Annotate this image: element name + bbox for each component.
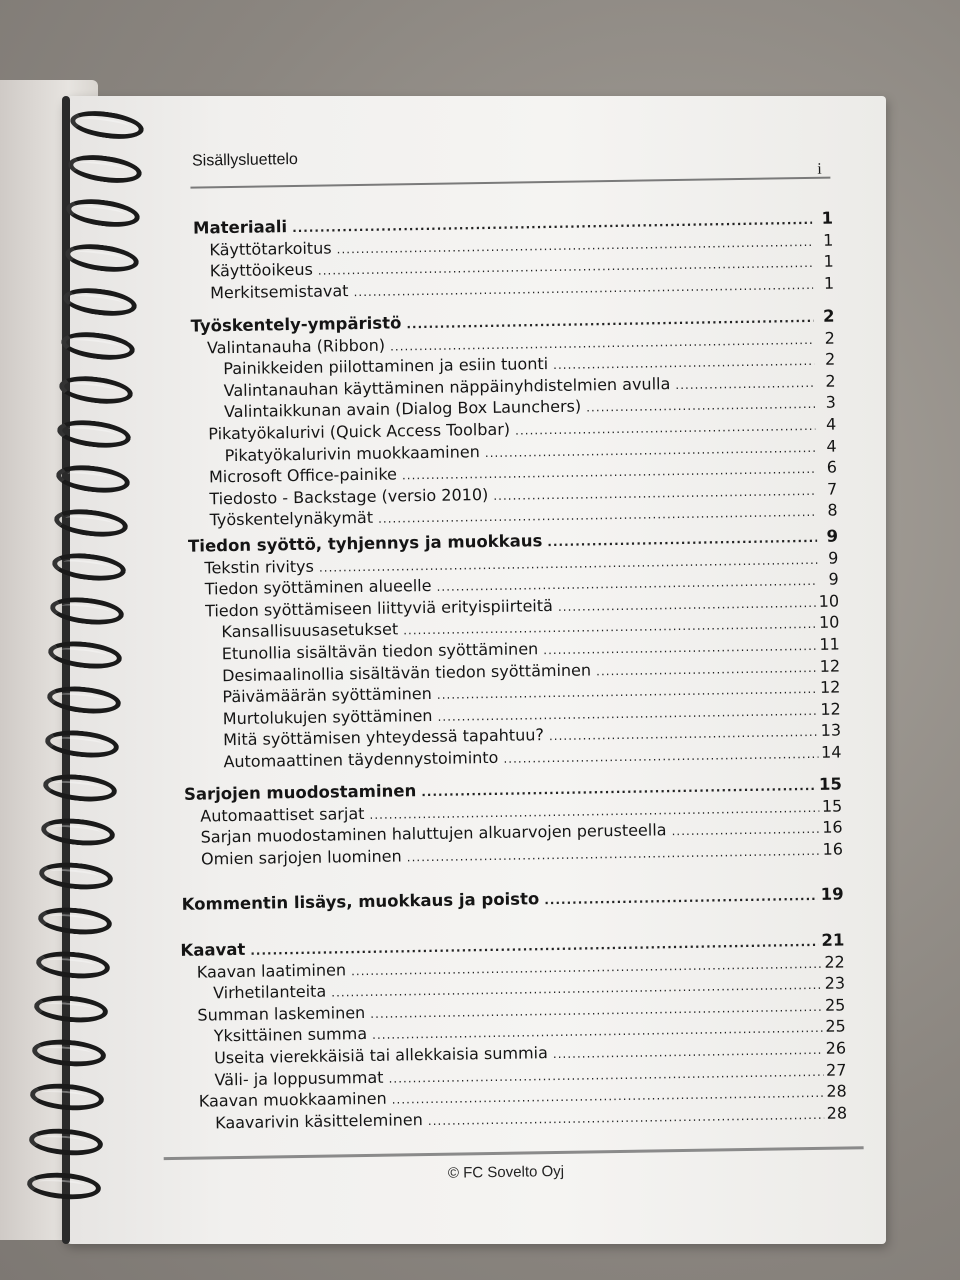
toc-entry-title: Työskentely-ympäristö xyxy=(190,313,402,336)
toc-dot-leader xyxy=(428,1105,824,1131)
toc-entry-title: Kaavan muokkaaminen xyxy=(198,1088,387,1111)
toc-page-number: 19 xyxy=(820,884,844,904)
toc-entry-title: Virhetilanteita xyxy=(212,981,327,1003)
binding-ring xyxy=(38,860,114,893)
binding-ring xyxy=(44,727,120,760)
toc-entry-title: Käyttötarkoitus xyxy=(209,238,332,259)
toc-entry-title: Desimaalinollia sisältävän tiedon syöttäminen xyxy=(221,660,592,685)
toc-page-number: 14 xyxy=(820,742,842,762)
toc-page-number: 23 xyxy=(824,973,846,993)
toc-entry-title: Murtolukujen syöttäminen xyxy=(222,705,433,728)
toc-entry-title: Kaavarivin käsitteleminen xyxy=(215,1109,423,1133)
binding-ring xyxy=(31,1037,107,1069)
toc-page-number: 28 xyxy=(826,1081,847,1101)
toc-page-number: 10 xyxy=(818,612,840,633)
binding-ring xyxy=(45,683,121,717)
toc-entry-title: Etunollia sisältävän tiedon syöttäminen xyxy=(221,639,539,664)
header-divider xyxy=(190,177,830,189)
toc-page-number: 21 xyxy=(821,930,845,950)
toc-entry-title: Tekstin rivitys xyxy=(204,556,315,578)
binding-ring xyxy=(37,904,113,937)
toc-page-number: 4 xyxy=(825,414,837,434)
toc-page-number: 28 xyxy=(826,1103,848,1123)
toc-entry-title: Kansallisuusasetukset xyxy=(221,619,399,642)
binding-ring xyxy=(40,816,116,849)
toc-entry-title: Kaavat xyxy=(180,939,246,960)
toc-page-number: 8 xyxy=(827,500,838,521)
toc-entry-title: Pikatyökalurivi (Quick Access Toolbar) xyxy=(208,419,511,444)
toc-page-number: 27 xyxy=(825,1060,847,1080)
toc-page-number: 2 xyxy=(824,328,836,348)
toc-dot-leader xyxy=(671,819,819,841)
binding-ring xyxy=(29,1081,105,1113)
toc-page-number: 22 xyxy=(824,952,845,972)
toc-entry-title: Sarjojen muodostaminen xyxy=(183,781,417,804)
binding-ring xyxy=(33,993,109,1025)
toc-entry-title: Valintaikkunan avain (Dialog Box Launchers) xyxy=(223,396,582,422)
toc-dot-leader xyxy=(675,373,815,395)
toc-entry-title: Päivämäärän syöttäminen xyxy=(222,684,432,707)
toc-entry-title: Tiedosto - Backstage (versio 2010) xyxy=(209,484,489,509)
toc-page-number: 12 xyxy=(819,656,841,676)
toc-entry-title: Valintanauhan käyttäminen näppäinyhdistelmien avulla xyxy=(223,373,671,400)
toc-page-number: 11 xyxy=(819,634,840,654)
toc-entry-title: Työskentelynäkymät xyxy=(209,508,374,530)
toc-page-number: 9 xyxy=(828,569,839,589)
page-content xyxy=(112,124,869,1205)
toc-section-heading[interactable] xyxy=(182,884,844,915)
footer-copyright: © FC Sovelto Oyj xyxy=(447,1162,565,1182)
toc-page-number: 25 xyxy=(824,995,846,1015)
toc-page-number: 2 xyxy=(825,371,836,391)
toc-entry-title: Pikatyökalurivin muokkaaminen xyxy=(224,441,480,465)
toc-entry-title: Yksittäinen summa xyxy=(213,1024,368,1046)
toc-entry-title: Sarjan muodostaminen haluttujen alkuarvojen perusteella xyxy=(200,820,667,847)
toc-page-number: 6 xyxy=(826,457,838,477)
toc-page-number: 26 xyxy=(825,1038,847,1058)
binding-ring xyxy=(51,550,127,584)
toc-page-number: 1 xyxy=(823,273,835,293)
toc-page-number: 4 xyxy=(826,436,837,456)
toc-dot-leader xyxy=(596,657,817,680)
toc-dot-leader xyxy=(378,502,817,529)
toc-page-number: 15 xyxy=(818,774,843,794)
binding-ring xyxy=(26,1170,102,1202)
toc-page-number: 13 xyxy=(820,720,842,741)
toc-dot-leader xyxy=(407,841,820,867)
toc-page-number: 25 xyxy=(825,1016,846,1037)
toc-page-number: 16 xyxy=(822,839,844,859)
toc-page-number: 7 xyxy=(826,479,838,499)
toc-entry-title: Automaattiset sarjat xyxy=(200,803,365,826)
toc-entry-title: Merkitsemistavat xyxy=(209,280,349,303)
toc-entry-title: Kommentin lisäys, muokkaus ja poisto xyxy=(181,889,540,914)
toc-page-number: 12 xyxy=(820,699,841,719)
toc-page-number: 1 xyxy=(823,230,834,250)
toc-entry-title: Materiaali xyxy=(192,217,288,238)
footer-divider xyxy=(164,1146,864,1160)
toc-page-number: 2 xyxy=(822,306,835,326)
toc-page-number: 3 xyxy=(825,392,837,413)
toc-page-number: 12 xyxy=(819,677,841,698)
toc-page-number: 10 xyxy=(818,591,840,611)
toc-page-number: 16 xyxy=(822,817,843,837)
toc-entry-title: Microsoft Office-painike xyxy=(208,464,398,487)
toc-entry-title: Mitä syöttämisen yhteydessä tapahtuu? xyxy=(222,725,545,750)
toc-page-number: 1 xyxy=(821,208,834,228)
toc-page-number: 15 xyxy=(821,796,843,816)
toc-entry-title: Tiedon syöttämiseen liittyviä erityispiirteitä xyxy=(204,595,554,621)
toc-entry-title: Tiedon syöttö, tyhjennys ja muokkaus xyxy=(187,531,543,556)
toc-page-number: 9 xyxy=(826,526,839,546)
page-header-title: Sisällysluettelo xyxy=(191,150,298,170)
toc-dot-leader xyxy=(544,886,818,910)
toc-entry-title: Tiedon syöttäminen alueelle xyxy=(204,576,432,599)
toc-dot-leader xyxy=(503,744,818,769)
toc-entry-title: Kaavan laatiminen xyxy=(196,959,347,982)
toc-entry-title: Useita vierekkäisiä tai allekkaisia summia xyxy=(213,1043,548,1068)
toc-page-number: 1 xyxy=(823,251,834,271)
binding-ring xyxy=(49,594,125,628)
binding-ring xyxy=(35,949,111,982)
toc-entry-title: Käyttöoikeus xyxy=(209,259,313,281)
page-header-number: i xyxy=(817,160,822,178)
toc-page-number: 9 xyxy=(828,548,839,568)
toc-entry-title: Väli- ja loppusummat xyxy=(214,1067,384,1089)
toc-entry-title: Automaattinen täydennystoiminto xyxy=(223,747,499,772)
toc-entry-title: Painikkeiden piilottaminen ja esiin tuonti xyxy=(223,354,549,379)
toc-entry-title: Summan laskeminen xyxy=(197,1002,366,1025)
toc-page-number: 2 xyxy=(824,349,836,369)
binding-ring xyxy=(28,1126,104,1158)
binding-ring xyxy=(42,771,118,804)
toc-entry-title: Omien sarjojen luominen xyxy=(200,846,402,869)
toc-entry-title: Valintanauha (Ribbon) xyxy=(206,335,386,357)
toc-dot-leader xyxy=(586,394,815,418)
binding-ring xyxy=(47,638,123,672)
